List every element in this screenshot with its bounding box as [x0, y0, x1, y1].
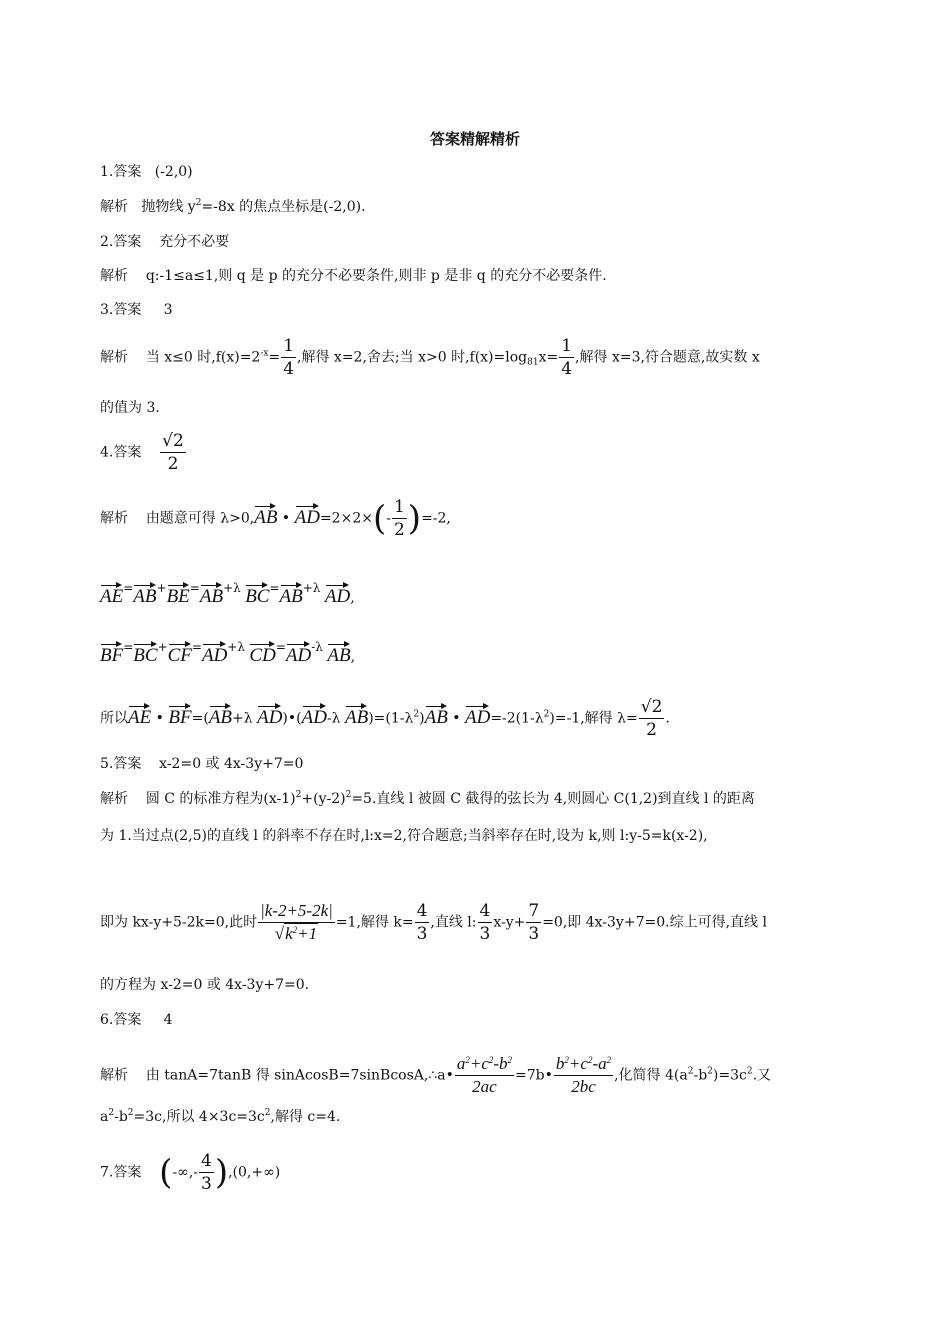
q5-l3b: =1,解得 k= — [335, 914, 414, 931]
q4-text-2: =2×2× — [319, 510, 373, 527]
left-paren: ( — [372, 498, 387, 539]
q7-right-paren: ) — [214, 1152, 229, 1193]
q6-l2a: a — [100, 1109, 109, 1125]
q5-analysis-line-1: 解析 圆 C 的标准方程为$(x-1)^2+(y-2)^2=5$.直线 l 被圆 C 截得的弦长为 4,则圆心 C(1,2)到直线 l 的距离 — [100, 790, 755, 807]
q4-l4f: )=(1-λ — [368, 710, 414, 727]
q6-l1a: 由 tanA=7tanB 得 sinAcosB=7sinBcosA,∴a• — [145, 1067, 454, 1084]
q6-analysis-label: 解析 — [100, 1067, 128, 1084]
q7-num: 4 — [201, 1151, 212, 1171]
q6-answer: 4 — [163, 1012, 173, 1028]
vector-ab: AB — [254, 501, 277, 529]
q4-text-3: =-2, — [421, 510, 451, 527]
q4-l4d: )•( — [282, 710, 302, 727]
q4-analysis-line-4: 所以AE • BF=(AB+λ AD)•(AD-λ $AB)=(1-\lambda^2)AB$ • $AD=-2(1-\lambda^2)=-1$,解得 λ= $\frac{√2}{2}$ . — [100, 697, 670, 740]
q3-label: 3.答案 — [100, 302, 142, 318]
q3-analysis-cont: 的值为 3. — [100, 400, 160, 416]
q6-analysis-line-2: $a^2-b^2=3c$,所以 $4\times 3c=3c^2$,解得 c=4. — [100, 1108, 341, 1125]
q6-analysis-line-1: 解析 由 tanA=7tanB 得 sinAcosB=7sinBcosA,∴a• $\frac{a^2+c^2-b^2}{2ac}$ =7b• $\frac{b^2+c^2-a^2}{2bc}$ ,化简得 $4(a^2-b^2)=3c^2$.又 — [100, 1054, 772, 1096]
q3-log-base: 81 — [527, 357, 539, 368]
q5-analysis-label: 解析 — [100, 791, 128, 807]
q7-label: 7.答案 — [100, 1164, 142, 1181]
q5-l1b: +(y-2) — [301, 791, 346, 807]
q5-const-fraction — [526, 900, 541, 945]
q3-frac2-den: 4 — [561, 359, 573, 379]
vector-ad: AD — [295, 501, 320, 529]
q4-answer-num: √2 — [162, 431, 184, 451]
q2-answer: 充分不必要 — [159, 234, 230, 250]
q2-analysis-text: q:-1≤a≤1,则 q 是 p 的充分不必要条件,则非 p 是非 q 的充分不必要条件. — [145, 268, 607, 284]
q4-l4i: )=-1,解得 λ= — [549, 710, 638, 727]
q2-label: 2.答案 — [100, 234, 142, 250]
q4-vector-eq-2: BF=BC+CF=AD+λ CD=AD-λ AB, — [100, 640, 356, 666]
q1-answer-line — [100, 162, 193, 182]
q3-frac1-den: 4 — [283, 359, 295, 379]
q1-analysis-label: 解析 — [100, 199, 128, 215]
q6-cosb-fraction — [455, 1053, 514, 1098]
q1-analysis-a: 抛物线 y — [141, 199, 196, 215]
q4-l4end: . — [665, 710, 670, 727]
q5-analysis-line-4: 的方程为 x-2=0 或 4x-3y+7=0. — [100, 977, 310, 993]
q3-text-2b: x= — [538, 349, 559, 366]
q5-c-num: 7 — [528, 901, 540, 921]
q5-l3e: =0,即 4x-3y+7=0.综上可得,直线 l — [542, 914, 767, 931]
q3-frac1-num: 1 — [283, 336, 295, 356]
q6-l1f: .又 — [752, 1067, 772, 1084]
q6-l2c: =3c,所以 4×3c=3c — [133, 1109, 265, 1125]
q6-answer-line — [100, 1010, 173, 1030]
q5-l1c: =5.直线 l 被圆 C 截得的弦长为 4,则圆心 C(1,2)到直线 l 的距离 — [351, 791, 755, 807]
q6-l2b: -b — [114, 1109, 128, 1125]
q4-l4e: -λ — [326, 710, 341, 727]
q6-l1c: ,化简得 4(a — [614, 1067, 688, 1084]
q4-neg: - — [386, 510, 391, 527]
q3-text-2: ,解得 x=2,舍去;当 x>0 时,f(x)=log — [297, 349, 528, 366]
q5-abs-den-k: k — [285, 924, 293, 943]
q3-frac2-num: 1 — [561, 336, 573, 356]
q5-coef-num: 4 — [479, 901, 491, 921]
q7-den: 3 — [201, 1174, 212, 1194]
q4-half-den: 2 — [393, 520, 405, 540]
q3-analysis-label: 解析 — [100, 349, 128, 366]
q3-text-1: 当 x≤0 时,f(x)=2 — [145, 349, 261, 366]
q5-coef-fraction — [478, 900, 493, 945]
q4-half-fraction — [392, 496, 407, 541]
q3-text-3: ,解得 x=3,符合题意,故实数 x — [575, 349, 760, 366]
right-paren: ) — [407, 498, 422, 539]
q1-answer: (-2,0) — [154, 164, 193, 180]
q4-answer-den: 2 — [167, 454, 179, 474]
q6-l1b: =7b• — [515, 1067, 553, 1084]
q5-k-fraction — [415, 900, 430, 945]
q4-l4c: +λ — [232, 710, 253, 727]
q5-l1: 圆 C 的标准方程为(x-1) — [145, 791, 296, 807]
q5-k-den: 3 — [416, 924, 428, 944]
q4-result-den: 2 — [646, 720, 657, 740]
q4-l4g: ) — [419, 710, 425, 727]
q5-l3d: x-y+ — [493, 914, 526, 931]
q7-fraction — [199, 1150, 214, 1195]
q4-analysis-line-1 — [100, 496, 451, 541]
q5-label: 5.答案 — [100, 756, 142, 772]
q7-answer-line — [100, 1150, 280, 1195]
q5-answer-line — [100, 754, 303, 774]
q6-l2d: ,解得 c=4. — [270, 1109, 341, 1125]
q3-analysis — [100, 335, 760, 380]
q5-abs-num: |k-2+5-2k| — [258, 900, 335, 923]
q3-answer-line — [100, 300, 173, 320]
q4-half-num: 1 — [393, 497, 405, 517]
q3-exponent: -x — [260, 348, 269, 359]
q6-cosa-den: 2bc — [571, 1077, 596, 1096]
q2-answer-line — [100, 232, 229, 252]
q3-equals: = — [268, 349, 281, 366]
q2-analysis-label: 解析 — [100, 268, 128, 284]
q4-result-num: √2 — [640, 697, 663, 717]
q4-vector-eq-1: AE=AB+BE=AB+λ BC=AB+λ AD, — [100, 581, 355, 607]
q5-answer: x-2=0 或 4x-3y+7=0 — [159, 756, 304, 772]
q4-text-1: 由题意可得 λ>0, — [145, 510, 255, 527]
q6-cosb-num: $a^2+c^2-b^2$ — [455, 1053, 514, 1076]
q3-fraction-1 — [281, 335, 296, 380]
q4-l4h: =-2(1-λ — [490, 710, 544, 727]
q4-l4a: 所以 — [100, 710, 128, 727]
q5-l3a: 即为 kx-y+5-2k=0,此时 — [100, 914, 258, 931]
q4-answer-line — [100, 430, 187, 475]
q5-abs-den: $√k^2+1$ — [274, 924, 318, 943]
q1-label: 1.答案 — [100, 164, 142, 180]
q4-answer-fraction — [160, 430, 186, 475]
q5-distance-fraction — [258, 900, 335, 945]
q6-cosa-fraction — [554, 1053, 613, 1098]
q5-l3c: ,直线 l: — [430, 914, 477, 931]
q5-c-den: 3 — [528, 924, 540, 944]
q4-label: 4.答案 — [100, 444, 142, 461]
q6-cosa-num: $b^2+c^2-a^2$ — [554, 1053, 613, 1076]
q7-left-paren: ( — [159, 1152, 173, 1193]
dot-operator: • — [281, 510, 291, 527]
q1-analysis: 解析 抛物线 $y^2=-8x$ 的焦点坐标是(-2,0). — [100, 198, 366, 215]
q1-analysis-b: =-8x 的焦点坐标是(-2,0). — [201, 199, 366, 215]
page-title: 答案精解精析 — [429, 130, 520, 148]
q5-analysis-line-3 — [100, 900, 767, 945]
q6-l1d: -b — [693, 1067, 708, 1084]
q5-coef-den: 3 — [479, 924, 491, 944]
q5-analysis-line-2: 为 1.当过点(2,5)的直线 l 的斜率不存在时,l:x=2,符合题意;当斜率存在时,设为 k,则 l:y-5=k(x-2), — [100, 828, 708, 844]
q2-analysis — [100, 266, 607, 286]
q6-l1e: )=3c — [712, 1067, 747, 1084]
q5-k-num: 4 — [416, 901, 428, 921]
q3-fraction-2 — [559, 335, 574, 380]
q4-result-fraction — [639, 696, 665, 741]
q7-a2: ,(0,+∞) — [228, 1164, 281, 1181]
q6-label: 6.答案 — [100, 1012, 142, 1028]
q7-a1: -∞,- — [172, 1164, 199, 1181]
q4-analysis-label: 解析 — [100, 510, 128, 527]
q3-answer: 3 — [163, 302, 173, 318]
q6-cosb-den: 2ac — [472, 1077, 497, 1096]
q4-l4b: =( — [191, 710, 209, 727]
